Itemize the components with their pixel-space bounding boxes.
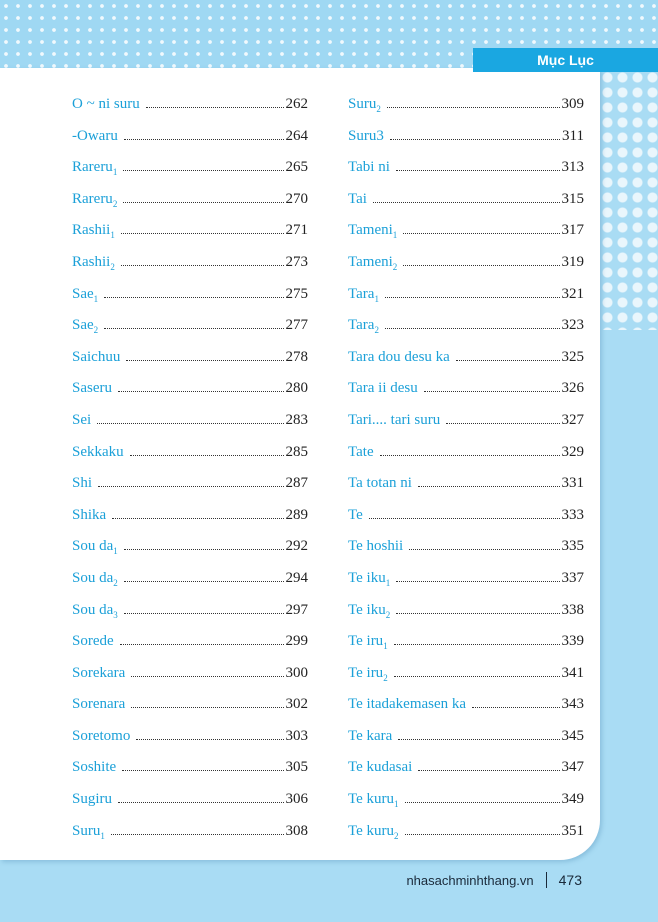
toc-term-subscript: 1 bbox=[112, 167, 118, 178]
toc-entry bbox=[72, 317, 308, 349]
toc-entry bbox=[348, 412, 584, 444]
toc-entry-term bbox=[72, 286, 98, 303]
toc-term-text: Ta totan ni bbox=[348, 475, 412, 492]
dot-leader bbox=[120, 644, 284, 645]
dot-leader bbox=[396, 581, 559, 582]
toc-term-subscript: 2 bbox=[93, 325, 99, 336]
toc-term-text: Tameni bbox=[348, 222, 393, 239]
toc-entry bbox=[348, 254, 584, 286]
toc-entry bbox=[348, 475, 584, 507]
toc-term-text: Tari.... tari suru bbox=[348, 411, 441, 428]
dot-leader bbox=[403, 265, 559, 266]
dot-leader bbox=[97, 423, 283, 424]
dot-leader bbox=[394, 644, 560, 645]
toc-term-text: Te kuru bbox=[348, 822, 395, 839]
toc-entry bbox=[348, 128, 584, 160]
toc-term-text: Te iru bbox=[348, 633, 384, 650]
toc-term-subscript: 2 bbox=[374, 325, 379, 336]
toc-entry-term bbox=[72, 222, 115, 239]
toc-entry bbox=[72, 286, 308, 318]
toc-term-text: Sae bbox=[72, 285, 94, 302]
toc-entry-term bbox=[348, 633, 388, 650]
toc-entry-page: 343 bbox=[561, 696, 584, 713]
toc-entry bbox=[72, 759, 308, 791]
toc-term-text: Tara bbox=[348, 285, 375, 302]
toc-entry-page: 351 bbox=[561, 822, 584, 839]
toc-entry-term bbox=[348, 475, 412, 492]
toc-entry-term bbox=[72, 696, 125, 713]
toc-entry-term bbox=[348, 349, 450, 366]
toc-entry-term bbox=[348, 222, 397, 239]
toc-entry bbox=[72, 444, 308, 476]
toc-entry-page: 338 bbox=[561, 601, 584, 618]
toc-entry-page: 313 bbox=[561, 159, 584, 176]
toc-entry-term bbox=[348, 412, 440, 429]
toc-term-text: Suru bbox=[72, 822, 101, 839]
toc-entry-term bbox=[72, 191, 117, 208]
toc-entry-term bbox=[72, 728, 130, 745]
dot-leader bbox=[98, 486, 283, 487]
toc-entry-page: 289 bbox=[285, 506, 308, 523]
toc-term-subscript: 2 bbox=[113, 577, 118, 588]
toc-entry bbox=[348, 380, 584, 412]
toc-entry bbox=[72, 633, 308, 665]
dot-leader bbox=[130, 455, 284, 456]
toc-term-subscript: 1 bbox=[374, 293, 379, 304]
dot-leader bbox=[385, 328, 560, 329]
dot-leader bbox=[387, 107, 560, 108]
toc-entry-page: 311 bbox=[562, 127, 584, 144]
dot-leader bbox=[390, 139, 560, 140]
toc-entry-page: 294 bbox=[285, 569, 308, 586]
dot-leader bbox=[124, 613, 284, 614]
toc-entry-term bbox=[72, 96, 140, 113]
toc-term-text: Rareru bbox=[72, 190, 113, 207]
toc-term-text: Sekkaku bbox=[72, 443, 124, 460]
toc-term-text: -Owaru bbox=[72, 127, 118, 144]
toc-term-text: Sei bbox=[72, 411, 92, 428]
toc-entry-page: 335 bbox=[561, 538, 584, 555]
toc-term-subscript: 1 bbox=[385, 577, 391, 588]
toc-entry bbox=[348, 696, 584, 728]
toc-entry-term bbox=[72, 254, 115, 271]
page-number: 473 bbox=[558, 872, 582, 888]
toc-entry-term bbox=[72, 349, 120, 366]
toc-term-text: Tara bbox=[348, 317, 375, 334]
toc-entry-page: 327 bbox=[561, 411, 584, 428]
dot-leader bbox=[131, 707, 283, 708]
toc-term-text: Te bbox=[348, 506, 363, 523]
toc-term-text: Sorekara bbox=[72, 664, 126, 681]
toc-entry bbox=[348, 823, 584, 855]
toc-entry bbox=[72, 602, 308, 634]
toc-column-left bbox=[72, 96, 308, 854]
toc-entry-page: 308 bbox=[285, 822, 308, 839]
toc-term-text: Rareru bbox=[72, 159, 113, 176]
toc-term-text: Tameni bbox=[348, 253, 393, 270]
dot-leader bbox=[424, 391, 560, 392]
toc-entry bbox=[72, 191, 308, 223]
section-title: Mục Lục bbox=[473, 48, 658, 72]
dot-leader bbox=[373, 202, 560, 203]
dot-leader bbox=[396, 613, 559, 614]
toc-entry-term bbox=[72, 317, 98, 334]
toc-term-subscript: 2 bbox=[110, 261, 115, 272]
toc-entry-page: 275 bbox=[285, 285, 308, 302]
toc-term-text: Tabi ni bbox=[348, 159, 390, 176]
toc-entry-term bbox=[72, 380, 112, 397]
toc-term-text: Sorede bbox=[72, 633, 114, 650]
toc-entry-term bbox=[72, 128, 118, 145]
dot-leader bbox=[446, 423, 559, 424]
toc-term-text: Sugiru bbox=[72, 791, 113, 808]
toc-term-subscript: 1 bbox=[113, 546, 118, 557]
toc-term-text: Sae bbox=[72, 317, 94, 334]
toc-entry bbox=[348, 633, 584, 665]
toc-entry bbox=[348, 349, 584, 381]
toc-entry-page: 341 bbox=[561, 664, 584, 681]
toc-term-text: Te kuru bbox=[348, 791, 395, 808]
dot-leader bbox=[124, 581, 284, 582]
dot-leader bbox=[104, 328, 283, 329]
toc-term-subscript: 1 bbox=[100, 830, 105, 841]
toc-entry bbox=[348, 286, 584, 318]
toc-entry-page: 333 bbox=[561, 506, 584, 523]
toc-term-text: Te iku bbox=[348, 569, 386, 586]
toc-term-text: Te kudasai bbox=[348, 759, 413, 776]
toc-entry bbox=[72, 570, 308, 602]
dot-leader bbox=[403, 233, 559, 234]
toc-entry-page: 345 bbox=[561, 727, 584, 744]
toc-entry-page: 339 bbox=[561, 633, 584, 650]
toc-entry-page: 323 bbox=[561, 317, 584, 334]
toc-entry-term bbox=[348, 444, 374, 461]
dot-leader bbox=[104, 297, 283, 298]
toc-term-text: Tai bbox=[348, 190, 367, 207]
toc-entry-term bbox=[348, 602, 390, 619]
toc-entry bbox=[348, 444, 584, 476]
toc-entry-term bbox=[348, 128, 384, 145]
toc-term-subscript: 3 bbox=[113, 609, 118, 620]
toc-entry-term bbox=[72, 791, 112, 808]
toc-entry-term bbox=[348, 538, 403, 555]
toc-term-subscript: 2 bbox=[112, 198, 118, 209]
dot-leader bbox=[369, 518, 560, 519]
dot-leader bbox=[131, 676, 283, 677]
toc-entry-term bbox=[348, 507, 363, 524]
toc-term-subscript: 1 bbox=[394, 799, 399, 810]
toc-entry bbox=[72, 349, 308, 381]
toc-entry-term bbox=[72, 759, 116, 776]
toc-entry bbox=[72, 159, 308, 191]
dot-leader bbox=[124, 549, 284, 550]
dot-leader bbox=[385, 297, 560, 298]
toc-entry-page: 299 bbox=[285, 633, 308, 650]
toc-entry bbox=[72, 665, 308, 697]
toc-entry bbox=[348, 759, 584, 791]
toc-entry-page: 300 bbox=[285, 664, 308, 681]
dot-leader bbox=[126, 360, 283, 361]
toc-entry-term bbox=[348, 380, 418, 397]
toc-entry bbox=[72, 254, 308, 286]
toc-entry-page: 292 bbox=[285, 538, 308, 555]
dot-leader bbox=[456, 360, 560, 361]
dot-leader bbox=[405, 802, 560, 803]
dot-leader bbox=[146, 107, 284, 108]
toc-term-text: Te iku bbox=[348, 601, 386, 618]
toc-entry bbox=[72, 538, 308, 570]
toc-term-subscript: 2 bbox=[394, 830, 399, 841]
toc-term-subscript: 1 bbox=[93, 293, 99, 304]
toc-entry bbox=[348, 602, 584, 634]
toc-term-subscript: 1 bbox=[392, 230, 398, 241]
toc-entry bbox=[348, 507, 584, 539]
toc-entry bbox=[72, 696, 308, 728]
toc-entry-term bbox=[72, 602, 118, 619]
toc-entry-page: 303 bbox=[285, 727, 308, 744]
toc-entry-term bbox=[348, 191, 367, 208]
toc-column-right bbox=[348, 96, 584, 854]
dot-leader bbox=[121, 265, 284, 266]
toc-entry-term bbox=[72, 444, 124, 461]
toc-entry-page: 273 bbox=[285, 253, 308, 270]
dot-leader bbox=[418, 486, 560, 487]
toc-entry bbox=[72, 728, 308, 760]
toc-entry bbox=[72, 128, 308, 160]
dot-leader bbox=[380, 455, 560, 456]
toc-term-text: Saichuu bbox=[72, 348, 121, 365]
toc-entry-page: 319 bbox=[561, 253, 584, 270]
decorative-dot-pattern bbox=[600, 70, 658, 330]
dot-leader bbox=[396, 170, 560, 171]
toc-entry-term bbox=[72, 475, 92, 492]
toc-entry bbox=[348, 96, 584, 128]
toc-entry bbox=[72, 823, 308, 855]
dot-leader bbox=[136, 739, 283, 740]
toc-entry-page: 306 bbox=[285, 791, 308, 808]
toc-entry-page: 302 bbox=[285, 696, 308, 713]
toc-entry-term bbox=[348, 96, 381, 113]
toc-term-text: Shi bbox=[72, 475, 93, 492]
toc-entry-page: 280 bbox=[285, 380, 308, 397]
toc-term-text: Rashii bbox=[72, 253, 111, 270]
toc-term-subscript: 2 bbox=[385, 609, 391, 620]
dot-leader bbox=[121, 233, 284, 234]
website-label: nhasachminhthang.vn bbox=[406, 872, 534, 888]
toc-term-text: Sou da bbox=[72, 538, 114, 555]
toc-term-subscript: 1 bbox=[110, 230, 115, 241]
dot-leader bbox=[123, 202, 283, 203]
toc-entry-term bbox=[72, 412, 91, 429]
toc-term-text: Te kara bbox=[348, 727, 393, 744]
toc-entry-page: 337 bbox=[561, 569, 584, 586]
toc-entry-page: 285 bbox=[285, 443, 308, 460]
toc-entry-term bbox=[72, 538, 118, 555]
toc-term-text: Shika bbox=[72, 506, 107, 523]
toc-entry bbox=[348, 538, 584, 570]
toc-entry-page: 349 bbox=[561, 791, 584, 808]
toc-entry-page: 287 bbox=[285, 475, 308, 492]
toc-entry-term bbox=[348, 317, 379, 334]
toc-entry bbox=[348, 159, 584, 191]
dot-leader bbox=[394, 676, 560, 677]
toc-entry-term bbox=[72, 570, 118, 587]
toc-entry-page: 317 bbox=[561, 222, 584, 239]
toc-entry-page: 270 bbox=[285, 190, 308, 207]
toc-term-text: Saseru bbox=[72, 380, 112, 397]
toc-term-text: Te iru bbox=[348, 664, 384, 681]
toc-entry bbox=[72, 475, 308, 507]
dot-leader bbox=[111, 834, 284, 835]
toc-entry-term bbox=[348, 823, 399, 840]
toc-term-text: Tate bbox=[348, 443, 374, 460]
toc-term-text: Suru3 bbox=[348, 127, 384, 144]
toc-entry-page: 271 bbox=[285, 222, 308, 239]
toc-entry-term bbox=[348, 159, 390, 176]
toc-entry-page: 297 bbox=[285, 601, 308, 618]
toc-term-text: Soshite bbox=[72, 759, 117, 776]
toc-entry-page: 347 bbox=[561, 759, 584, 776]
dot-leader bbox=[123, 170, 283, 171]
toc-entry-term bbox=[72, 665, 125, 682]
toc-term-text: Te hoshii bbox=[348, 538, 404, 555]
dot-leader bbox=[472, 707, 559, 708]
toc-entry-page: 326 bbox=[561, 380, 584, 397]
toc-entry-term bbox=[72, 633, 114, 650]
toc-term-text: Tara ii desu bbox=[348, 380, 418, 397]
dot-leader bbox=[398, 739, 559, 740]
toc-entry-term bbox=[72, 823, 105, 840]
toc-entry bbox=[72, 507, 308, 539]
toc-entry bbox=[72, 412, 308, 444]
dot-leader bbox=[118, 391, 284, 392]
toc-entry-page: 262 bbox=[285, 96, 308, 112]
toc-entry bbox=[348, 791, 584, 823]
toc-term-text: Rashii bbox=[72, 222, 111, 239]
toc-entry bbox=[72, 222, 308, 254]
toc-entry-page: 283 bbox=[285, 411, 308, 428]
toc-entry-page: 315 bbox=[561, 190, 584, 207]
dot-leader bbox=[112, 518, 283, 519]
toc-entry-term bbox=[72, 507, 106, 524]
dot-leader bbox=[118, 802, 283, 803]
dot-leader bbox=[418, 770, 559, 771]
toc-entry-page: 264 bbox=[285, 127, 308, 144]
toc-entry-page: 277 bbox=[285, 317, 308, 334]
toc-entry-page: 331 bbox=[561, 475, 584, 492]
toc-entry bbox=[348, 728, 584, 760]
toc-entry-term bbox=[348, 759, 412, 776]
toc-term-text: Sou da bbox=[72, 601, 114, 618]
toc-entry bbox=[72, 791, 308, 823]
toc-term-text: Tara dou desu ka bbox=[348, 348, 450, 365]
dot-leader bbox=[405, 834, 560, 835]
toc-term-text: O ~ ni suru bbox=[72, 96, 140, 112]
toc-term-text: Sou da bbox=[72, 569, 114, 586]
toc-entry-page: 309 bbox=[561, 96, 584, 112]
toc-entry-page: 325 bbox=[561, 348, 584, 365]
dot-leader bbox=[122, 770, 283, 771]
toc-term-subscript: 2 bbox=[383, 672, 388, 683]
page-footer bbox=[406, 872, 582, 888]
toc-term-subscript: 1 bbox=[383, 641, 388, 652]
toc-entry-term bbox=[348, 286, 379, 303]
toc-entry-term bbox=[348, 696, 466, 713]
toc-entry bbox=[348, 317, 584, 349]
toc-entry-page: 329 bbox=[561, 443, 584, 460]
toc-entry bbox=[348, 570, 584, 602]
toc-term-subscript: 2 bbox=[392, 261, 398, 272]
toc-entry bbox=[348, 222, 584, 254]
toc-entry-page: 265 bbox=[285, 159, 308, 176]
toc-entry-term bbox=[348, 791, 399, 808]
toc-term-text: Soretomo bbox=[72, 727, 131, 744]
toc-term-text: Sorenara bbox=[72, 696, 126, 713]
toc-entry bbox=[348, 665, 584, 697]
toc-entry-page: 321 bbox=[561, 285, 584, 302]
toc-term-text: Te itadakemasen ka bbox=[348, 696, 467, 713]
toc-entry bbox=[72, 380, 308, 412]
toc-entry-term bbox=[348, 665, 388, 682]
toc-term-subscript: 2 bbox=[376, 104, 381, 114]
toc-entry-page: 278 bbox=[285, 348, 308, 365]
footer-divider bbox=[546, 872, 547, 888]
toc-entry bbox=[72, 96, 308, 128]
toc-entry-term bbox=[72, 159, 117, 176]
dot-leader bbox=[124, 139, 284, 140]
toc-entry-page: 305 bbox=[285, 759, 308, 776]
toc-entry bbox=[348, 191, 584, 223]
toc-term-text: Suru bbox=[348, 96, 377, 112]
dot-leader bbox=[409, 549, 559, 550]
toc-entry-term bbox=[348, 254, 397, 271]
toc-entry-term bbox=[348, 570, 390, 587]
toc-entry-term bbox=[348, 728, 392, 745]
